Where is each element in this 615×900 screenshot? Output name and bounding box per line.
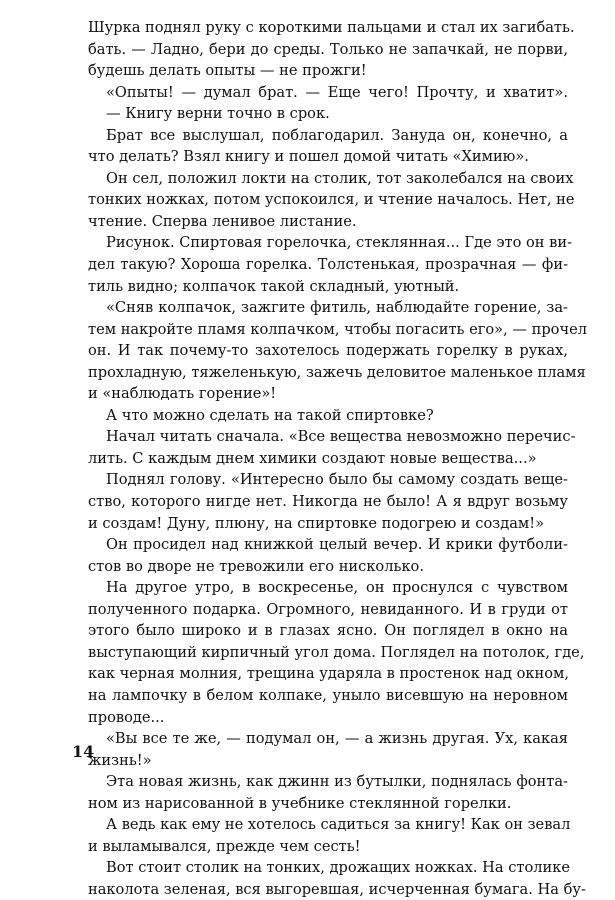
text-line: и выламывался, прежде чем сесть!: [88, 837, 361, 855]
text-line: на лампочку в белом колпаке, уныло висевшую на неровном: [88, 686, 568, 704]
text-line: тем накройте пламя колпачком, чтобы погасить его», — прочел: [88, 320, 588, 338]
text-line: проводе...: [88, 708, 165, 726]
text-line: бать. — Ладно, бери до среды. Только не запачкай, не порви,: [88, 40, 568, 58]
text-line: А ведь как ему не хотелось садиться за книгу! Как он зевал: [106, 816, 571, 834]
body-text: [88, 17, 588, 900]
text-line: и создам! Дуну, плюну, на спиртовке подогрею и создам!»: [88, 514, 545, 532]
page-number: 14: [72, 742, 95, 761]
text-line: — Книгу верни точно в срок.: [106, 105, 330, 123]
text-line: ном из нарисованной в учебнике стеклянной горелки.: [88, 794, 512, 812]
text-line: «Сняв колпачок, зажгите фитиль, наблюдайте горение, за-: [106, 299, 568, 317]
text-line: Начал читать сначала. «Все вещества невозможно перечис-: [106, 428, 576, 446]
text-line: как черная молния, трещина ударяла в простенок над окном,: [88, 665, 570, 683]
text-line: А что можно сделать на такой спиртовке?: [106, 406, 434, 424]
text-line: Рисунок. Спиртовая горелочка, стеклянная... Где это он ви-: [106, 234, 573, 252]
text-line: лить. С каждым днем химики создают новые вещества...»: [88, 449, 537, 467]
text-line: Вот стоит столик на тонких, дрожащих ножках. На столике: [106, 859, 571, 877]
text-line: тонких ножках, потом успокоился, и чтение началось. Нет, не: [88, 191, 575, 209]
text-line: дел такую? Хороша горелка. Толстенькая, прозрачная — фи-: [88, 256, 568, 274]
text-line: ство, которого нигде нет. Никогда не было! А я вдруг возьму: [88, 493, 568, 511]
text-line: Он сел, положил локти на столик, тот заколебался на своих: [106, 169, 574, 187]
text-line: Поднял голову. «Интересно было бы самому создать веще-: [106, 471, 568, 489]
text-line: Эта новая жизнь, как джинн из бутылки, поднялась фонта-: [106, 773, 568, 791]
text-line: «Вы все те же, — подумал он, — а жизнь другая. Ух, какая: [106, 730, 568, 748]
text-line: тиль видно; колпачок такой складный, уютный.: [88, 277, 460, 295]
text-line: Он просидел над книжкой целый вечер. И крики футболи-: [106, 536, 568, 554]
text-line: «Опыты! — думал брат. — Еще чего! Прочту, и хватит».: [106, 83, 568, 101]
text-line: Брат все выслушал, поблагодарил. Зануда он, конечно, а: [106, 126, 568, 144]
text-line: полученного подарка. Огромного, невиданного. И в груди от: [88, 600, 568, 618]
text-line: На другое утро, в воскресенье, он проснулся с чувством: [106, 579, 568, 597]
text-line: и «наблюдать горение»!: [88, 385, 277, 403]
text-line: он. И так почему-то захотелось подержать горелку в руках,: [88, 342, 568, 360]
text-line: прохладную, тяжеленькую, зажечь деловитое маленькое пламя: [88, 363, 586, 381]
text-line: что делать? Взял книгу и пошел домой читать «Химию».: [88, 148, 529, 166]
text-line: Шурка поднял руку с короткими пальцами и стал их загибать.: [88, 19, 575, 36]
text-line: выступающий кирпичный угол дома. Поглядел на потолок, где,: [88, 643, 585, 661]
text-line: стов во дворе не тревожили его нисколько.: [88, 557, 424, 575]
text-line: чтение. Сперва ленивое листание.: [88, 212, 357, 230]
text-line: этого было широко и в глазах ясно. Он поглядел в окно на: [88, 622, 568, 640]
text-line: наколота зеленая, вся выгоревшая, исчерченная бумага. На бу-: [88, 880, 586, 898]
text-line: жизнь!»: [88, 751, 152, 769]
text-line: будешь делать опыты — не прожги!: [88, 62, 367, 80]
